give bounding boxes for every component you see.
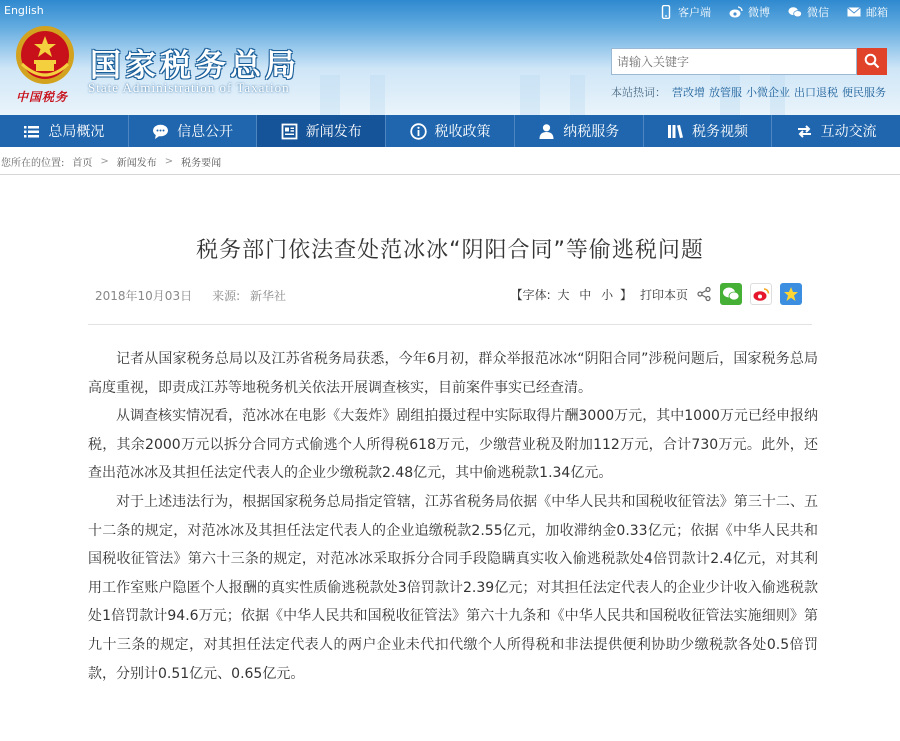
info-icon — [410, 123, 427, 140]
hot-word-link[interactable]: 放管服 — [709, 86, 742, 99]
weibo-icon — [729, 5, 743, 19]
nav-item-label: 信息公开 — [177, 124, 234, 140]
wechat-icon — [722, 286, 740, 302]
hot-word-link[interactable]: 小微企业 — [746, 86, 790, 99]
hot-word-link[interactable]: 便民服务 — [842, 86, 886, 99]
article-paragraph: 从调查核实情况看，范冰冰在电影《大轰炸》剧组拍摄过程中实际取得片酬3000万元，其中1000万元已经申报纳税，其余2000万元以拆分合同方式偷逃个人所得税618万元，少缴营业税及附加112万元，合计730万元。此外，还查出范冰冰及其担任法定代表人的企业少缴税款2.48亿元，其中偷逃税款1.34亿元。 — [88, 408, 818, 482]
source-value: 新华社 — [249, 289, 286, 303]
breadcrumb-separator-icon: > — [100, 155, 109, 167]
search-button[interactable] — [857, 48, 887, 75]
search-input[interactable] — [611, 48, 857, 75]
nav-item-label: 总局概况 — [48, 124, 105, 140]
tax-emblem-logo[interactable] — [14, 24, 76, 86]
nav-item-label: 税务视频 — [691, 124, 748, 140]
article-tools — [511, 283, 802, 305]
top-link-label: 邮箱 — [866, 6, 888, 19]
video-icon — [667, 123, 684, 140]
breadcrumb-tax-news[interactable]: 税务要闻 — [181, 157, 222, 169]
wechat-icon — [788, 5, 802, 19]
nav-item-overview[interactable] — [0, 115, 129, 147]
font-size-end: 】 — [619, 287, 632, 302]
search-icon — [864, 53, 880, 69]
breadcrumb-separator-icon: > — [164, 155, 174, 167]
breadcrumb-home[interactable]: 首页 — [72, 157, 93, 169]
nav-item-interaction[interactable] — [772, 115, 900, 147]
nav-item-label: 互动交流 — [820, 124, 877, 140]
weibo-icon — [752, 286, 770, 302]
share-icon[interactable] — [696, 286, 712, 302]
article-body — [88, 345, 818, 688]
person-icon — [538, 123, 555, 140]
nav-item-label: 纳税服务 — [563, 124, 620, 140]
main-nav — [0, 115, 900, 147]
site-title[interactable]: 国家税务总局 — [90, 48, 300, 84]
top-link-label: 客户端 — [678, 6, 711, 19]
top-link-wechat[interactable] — [788, 4, 829, 20]
top-link-label: 微信 — [807, 6, 829, 19]
nav-item-news[interactable] — [257, 115, 386, 147]
mobile-icon — [659, 5, 673, 19]
font-size-small[interactable]: 小 — [601, 287, 614, 302]
font-size-label: 【字体: — [510, 287, 551, 302]
mail-icon — [847, 5, 861, 19]
article-paragraph: 记者从国家税务总局以及江苏省税务局获悉，今年6月初，群众举报范冰冰“阴阳合同”涉税问题后，国家税务总局高度重视，即责成江苏等地税务机关依法开展调查核实，目前案件事实已经查清。 — [88, 351, 818, 396]
top-link-label: 微博 — [748, 6, 770, 19]
top-link-mail[interactable] — [847, 4, 888, 20]
nav-item-label: 新闻发布 — [305, 124, 362, 140]
font-size-switcher — [511, 286, 632, 303]
print-link[interactable]: 打印本页 — [639, 287, 688, 302]
font-size-large[interactable]: 大 — [557, 287, 570, 302]
nav-item-info[interactable] — [129, 115, 258, 147]
title-divider — [88, 324, 812, 325]
top-link-client[interactable] — [659, 4, 711, 20]
article-title: 税务部门依法查处范冰冰“阴阳合同”等偷逃税问题 — [196, 238, 704, 263]
article-meta — [95, 287, 286, 304]
breadcrumb — [0, 151, 900, 171]
hot-word-link[interactable]: 出口退税 — [794, 86, 838, 99]
speech-bubble-icon — [152, 123, 169, 140]
hot-words-label: 本站热词： — [611, 86, 666, 99]
nav-item-video[interactable] — [644, 115, 773, 147]
source-label: 来源: — [212, 289, 241, 303]
article-date: 2018年10月03日 — [95, 289, 193, 303]
breadcrumb-news[interactable]: 新闻发布 — [116, 157, 157, 169]
nav-item-label: 税收政策 — [434, 124, 491, 140]
site-header — [0, 0, 900, 115]
slogan-text: 中国税务 — [16, 90, 69, 104]
share-qzone-button[interactable] — [780, 283, 802, 305]
top-links — [659, 4, 888, 20]
exchange-icon — [796, 123, 813, 140]
star-icon — [783, 286, 799, 302]
top-link-weibo[interactable] — [729, 4, 770, 20]
hot-word-link[interactable]: 营改增 — [672, 86, 705, 99]
article-source — [212, 287, 286, 304]
nav-item-policy[interactable] — [386, 115, 515, 147]
site-subtitle: State Administration of Taxation — [88, 80, 290, 95]
article-panel — [0, 174, 900, 741]
share-weibo-button[interactable] — [750, 283, 772, 305]
hot-words — [611, 84, 886, 100]
font-size-medium[interactable]: 中 — [579, 287, 592, 302]
english-link[interactable]: English — [4, 4, 44, 17]
share-wechat-button[interactable] — [720, 283, 742, 305]
newspaper-icon — [281, 123, 298, 140]
menu-icon — [23, 123, 40, 140]
nav-item-service[interactable] — [515, 115, 644, 147]
article-paragraph: 对于上述违法行为，根据国家税务总局指定管辖，江苏省税务局依据《中华人民共和国税收征管法》第三十二、五十二条的规定，对范冰冰及其担任法定代表人的企业追缴税款2.55亿元，加收滞纳金0.33亿元；依据《中华人民共和国税收征管法》第六十三条的规定，对范冰冰采取拆分合同手段隐瞒真实收入偷逃税款处4倍罚款计2.4亿元，对其利用工作室账户隐匿个人报酬的真实性质偷逃税款处3倍罚款计2.39亿元；对其担任法定代表人的企业少计收入偷逃税款处1倍罚款计94.6万元；依据《中华人民共和国税收征管法》第六十九条和《中华人民共和国税收征管法实施细则》第九十三条的规定，对其担任法定代表人的两户企业未代扣代缴个人所得税和非法提供便利协助少缴税款各处0.5倍罚款，分别计0.51亿元、0.65亿元。 — [88, 493, 818, 682]
breadcrumb-prefix: 您所在的位置: — [1, 157, 65, 169]
